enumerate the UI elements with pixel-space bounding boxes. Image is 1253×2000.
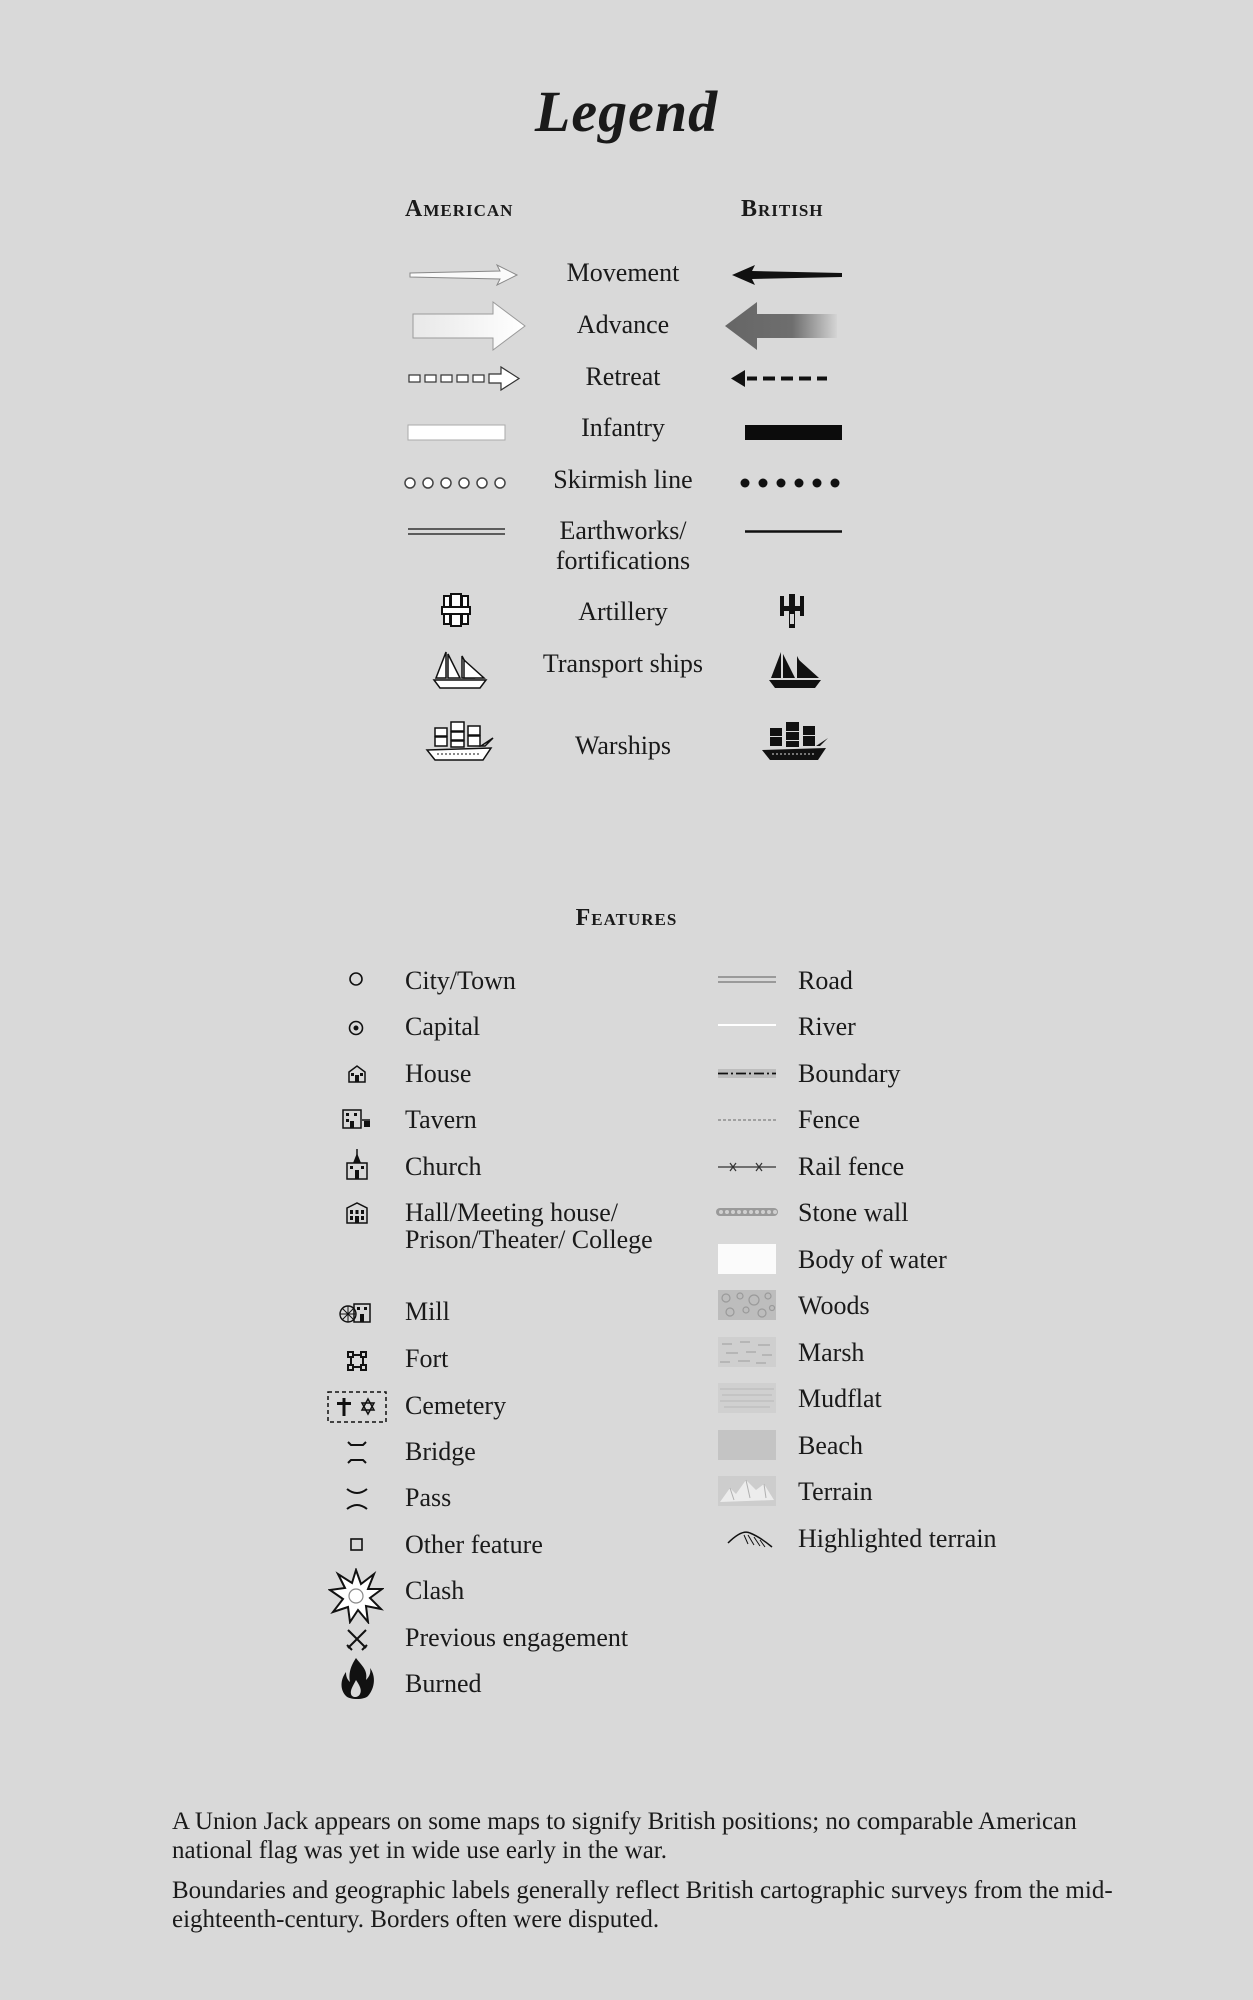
american-artillery-icon xyxy=(438,592,474,632)
features-heading: Features xyxy=(575,905,678,931)
american-advance-arrow-icon xyxy=(405,300,530,352)
feature-road: Road xyxy=(798,966,853,995)
stone-wall-icon xyxy=(714,1204,780,1220)
label-infantry: Infantry xyxy=(581,413,665,442)
british-earthworks-line-icon xyxy=(742,524,852,540)
american-column-heading: American xyxy=(405,196,514,222)
american-infantry-bar-icon xyxy=(405,422,515,446)
british-movement-arrow-icon xyxy=(727,260,847,290)
water-swatch-icon xyxy=(716,1242,778,1276)
beach-swatch-icon xyxy=(716,1428,778,1462)
pass-icon xyxy=(345,1484,369,1514)
feature-cemetery: Cemetery xyxy=(405,1391,507,1420)
feature-clash: Clash xyxy=(405,1576,465,1605)
american-transport-ship-icon xyxy=(430,648,490,690)
british-warship-icon xyxy=(760,716,830,764)
feature-marsh: Marsh xyxy=(798,1338,865,1367)
american-retreat-arrow-icon xyxy=(405,365,525,393)
road-icon xyxy=(716,970,778,990)
feature-fort: Fort xyxy=(405,1344,449,1373)
feature-river: River xyxy=(798,1012,856,1041)
highlighted-terrain-icon xyxy=(724,1525,780,1551)
feature-pass: Pass xyxy=(405,1483,452,1512)
terrain-swatch-icon xyxy=(716,1474,778,1508)
feature-woods: Woods xyxy=(798,1291,870,1320)
starburst-icon xyxy=(328,1568,384,1624)
feature-mill: Mill xyxy=(405,1297,450,1326)
feature-other: Other feature xyxy=(405,1530,543,1559)
american-earthworks-line-icon xyxy=(405,524,515,540)
feature-house: House xyxy=(405,1059,472,1088)
square-icon xyxy=(347,1535,367,1555)
british-advance-arrow-icon xyxy=(720,300,845,352)
feature-body-of-water: Body of water xyxy=(798,1245,947,1274)
feature-beach: Beach xyxy=(798,1431,863,1460)
cemetery-icon xyxy=(326,1390,388,1424)
hall-icon xyxy=(344,1200,370,1226)
british-skirmish-dots-icon xyxy=(735,472,855,494)
label-skirmish-line: Skirmish line xyxy=(553,465,693,494)
feature-stone-wall: Stone wall xyxy=(798,1198,909,1227)
american-warship-icon xyxy=(425,716,495,764)
feature-previous-engagement: Previous engagement xyxy=(405,1623,629,1652)
label-warships: Warships xyxy=(574,731,672,760)
label-earthworks: Earthworks/ fortifications xyxy=(555,516,691,575)
feature-fence: Fence xyxy=(798,1105,861,1134)
feature-highlighted-terrain: Highlighted terrain xyxy=(798,1524,997,1553)
marsh-swatch-icon xyxy=(716,1335,778,1369)
feature-burned: Burned xyxy=(405,1669,482,1698)
british-artillery-icon xyxy=(776,592,808,632)
mill-icon xyxy=(338,1298,374,1326)
boundary-icon xyxy=(716,1064,778,1084)
flame-icon xyxy=(338,1656,376,1702)
feature-church: Church xyxy=(405,1152,482,1181)
british-transport-ship-icon xyxy=(765,648,825,690)
british-retreat-arrow-icon xyxy=(727,365,847,393)
river-icon xyxy=(716,1018,778,1032)
feature-hall: Hall/Meeting house/ Prison/Theater/ College xyxy=(405,1198,653,1254)
label-retreat: Retreat xyxy=(585,362,661,391)
feature-mudflat: Mudflat xyxy=(798,1384,882,1413)
american-movement-arrow-icon xyxy=(405,260,525,290)
mudflat-swatch-icon xyxy=(716,1381,778,1415)
bridge-icon xyxy=(345,1438,369,1468)
feature-bridge: Bridge xyxy=(405,1437,476,1466)
church-icon xyxy=(344,1148,370,1182)
note-boundaries: Boundaries and geographic labels generally reflect British cartographic surveys from the mid-eighteenth-century. Borders often were disputed. xyxy=(172,1877,1113,1933)
fort-icon xyxy=(344,1348,370,1374)
american-skirmish-dots-icon xyxy=(400,472,520,494)
dotted-circle-icon xyxy=(346,1018,366,1038)
tavern-icon xyxy=(340,1106,374,1132)
fence-icon xyxy=(716,1112,778,1128)
label-movement: Movement xyxy=(566,258,680,287)
feature-capital: Capital xyxy=(405,1012,481,1041)
feature-city-town: City/Town xyxy=(405,966,516,995)
feature-rail-fence: Rail fence xyxy=(798,1152,905,1181)
open-circle-icon xyxy=(346,969,366,989)
note-union-jack: A Union Jack appears on some maps to signify British positions; no comparable American national flag was yet in wide use early in the war. xyxy=(172,1808,1077,1864)
british-infantry-bar-icon xyxy=(742,422,852,446)
label-artillery: Artillery xyxy=(578,597,668,626)
feature-boundary: Boundary xyxy=(798,1059,901,1088)
house-icon xyxy=(346,1063,368,1085)
rail-fence-icon xyxy=(716,1157,778,1177)
label-transport-ships: Transport ships xyxy=(542,649,704,678)
british-column-heading: British xyxy=(741,196,824,222)
woods-swatch-icon xyxy=(716,1288,778,1322)
label-advance: Advance xyxy=(576,310,670,339)
feature-terrain: Terrain xyxy=(798,1477,873,1506)
feature-tavern: Tavern xyxy=(405,1105,477,1134)
crossed-swords-icon xyxy=(344,1626,370,1652)
legend-title: Legend xyxy=(534,79,719,144)
